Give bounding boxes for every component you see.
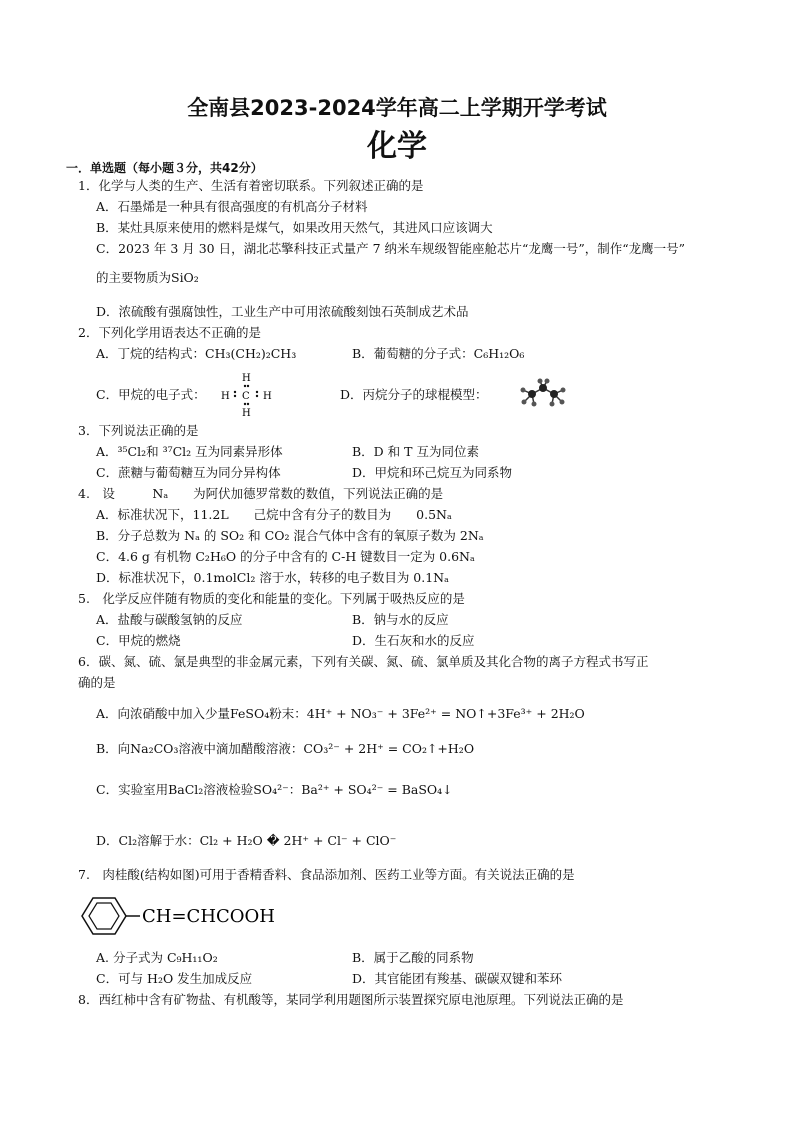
q3-option-a: A．³⁵Cl₂和 ³⁷Cl₂ 互为同素异形体 xyxy=(96,444,283,459)
q5-option-a: A．盐酸与碳酸氢钠的反应 xyxy=(96,612,243,627)
svg-text:H: H xyxy=(221,391,230,402)
q5-option-d: D．生石灰和水的反应 xyxy=(352,633,475,648)
q3-option-d: D．甲烷和环己烷互为同系物 xyxy=(352,465,513,480)
q6-option-c: C．实验室用BaCl₂溶液检验SO₄²⁻：Ba²⁺ + SO₄²⁻ = BaSO₄↓ xyxy=(96,782,453,797)
svg-text:H: H xyxy=(242,373,251,384)
q1-stem: 1．化学与人类的生产、生活有着密切联系。下列叙述正确的是 xyxy=(78,178,424,193)
q1-option-c-cont: 的主要物质为SiO₂ xyxy=(96,270,199,285)
q3-stem: 3．下列说法正确的是 xyxy=(78,423,199,438)
q7-option-a: A. 分子式为 C₉H₁₁O₂ xyxy=(96,950,218,965)
methane-electron-formula xyxy=(218,372,274,418)
q2-option-b: B．葡萄糖的分子式：C₆H₁₂O₆ xyxy=(352,346,525,361)
q7-option-d: D．其官能团有羧基、碳碳双键和苯环 xyxy=(352,971,563,986)
q1-option-b: B．某灶具原来使用的燃料是煤气，如果改用天然气，其进风口应该调大 xyxy=(96,220,493,235)
q6-option-a: A．向浓硝酸中加入少量FeSO₄粉末：4H⁺ + NO₃⁻ + 3Fe²⁺ = NO↑+3Fe³⁺ + 2H₂O xyxy=(96,706,585,721)
q1-option-a: A．石墨烯是一种具有很高强度的有机高分子材料 xyxy=(96,199,368,214)
q4-option-c: C．4.6 g 有机物 C₂H₆O 的分子中含有的 C-H 键数目一定为 0.6Nₐ xyxy=(96,549,475,564)
q6-option-d: D．Cl₂溶解于水：Cl₂ + H₂O � 2H⁺ + Cl⁻ + ClO⁻ xyxy=(96,833,397,848)
svg-text:H: H xyxy=(263,391,272,402)
section-heading: 一．单选题（每小题３分，共42分） xyxy=(66,161,263,175)
q2-option-c: C．甲烷的电子式： xyxy=(96,387,206,402)
q3-option-b: B．D 和 T 互为同位素 xyxy=(352,444,479,459)
q5-option-b: B．钠与水的反应 xyxy=(352,612,449,627)
q6-stem: 6．碳、氮、硫、氯是典型的非金属元素，下列有关碳、氮、硫、氯单质及其化合物的离子方程式书写正 xyxy=(78,654,649,669)
svg-text:CH=CHCOOH: CH=CHCOOH xyxy=(142,906,276,927)
svg-text:C: C xyxy=(242,391,250,402)
q2-stem: 2．下列化学用语表达不正确的是 xyxy=(78,325,261,340)
q5-option-c: C．甲烷的燃烧 xyxy=(96,633,181,648)
q7-option-c: C．可与 H₂O 发生加成反应 xyxy=(96,971,253,986)
q3-option-c: C．蔗糖与葡萄糖互为同分异构体 xyxy=(96,465,281,480)
subject-title: 化学 xyxy=(367,129,427,164)
q1-option-d: D．浓硫酸有强腐蚀性，工业生产中可用浓硫酸刻蚀石英制成艺术品 xyxy=(96,304,469,319)
q6-stem-cont: 确的是 xyxy=(78,675,116,690)
exam-title: 全南县2023-2024学年高二上学期开学考试 xyxy=(187,96,607,120)
propane-ball-stick-model xyxy=(518,378,568,410)
q1-option-c: C．2023 年 3 月 30 日，湖北芯擎科技正式量产 7 纳米车规级智能座舱芯片“龙鹰一号”，制作“龙鹰一号” xyxy=(96,241,686,256)
q6-option-b: B．向Na₂CO₃溶液中滴加醋酸溶液：CO₃²⁻ + 2H⁺ = CO₂↑+H₂O xyxy=(96,741,475,756)
q4-option-b: B．分子总数为 Nₐ 的 SO₂ 和 CO₂ 混合气体中含有的氧原子数为 2Nₐ xyxy=(96,528,484,543)
q7-stem: 7. 肉桂酸(结构如图)可用于香精香料、食品添加剂、医药工业等方面。有关说法正确的是 xyxy=(78,867,575,882)
svg-text:H: H xyxy=(242,408,251,418)
q8-stem: 8．西红柿中含有矿物盐、有机酸等，某同学利用题图所示装置探究原电池原理。下列说法正确的是 xyxy=(78,992,624,1007)
q7-option-b: B．属于乙酸的同系物 xyxy=(352,950,474,965)
q4-option-a: A．标准状况下，11.2L 己烷中含有分子的数目为 0.5Nₐ xyxy=(96,507,452,522)
cinnamic-acid-structure xyxy=(74,893,294,939)
q4-stem: 4. 设 Nₐ 为阿伏加德罗常数的数值，下列说法正确的是 xyxy=(78,486,444,501)
q5-stem: 5. 化学反应伴随有物质的变化和能量的变化。下列属于吸热反应的是 xyxy=(78,591,465,606)
q2-option-d: D．丙烷分子的球棍模型： xyxy=(340,387,488,402)
q2-option-a: A．丁烷的结构式：CH₃(CH₂)₂CH₃ xyxy=(96,346,297,361)
q4-option-d: D．标准状况下，0.1molCl₂ 溶于水，转移的电子数目为 0.1Nₐ xyxy=(96,570,449,585)
